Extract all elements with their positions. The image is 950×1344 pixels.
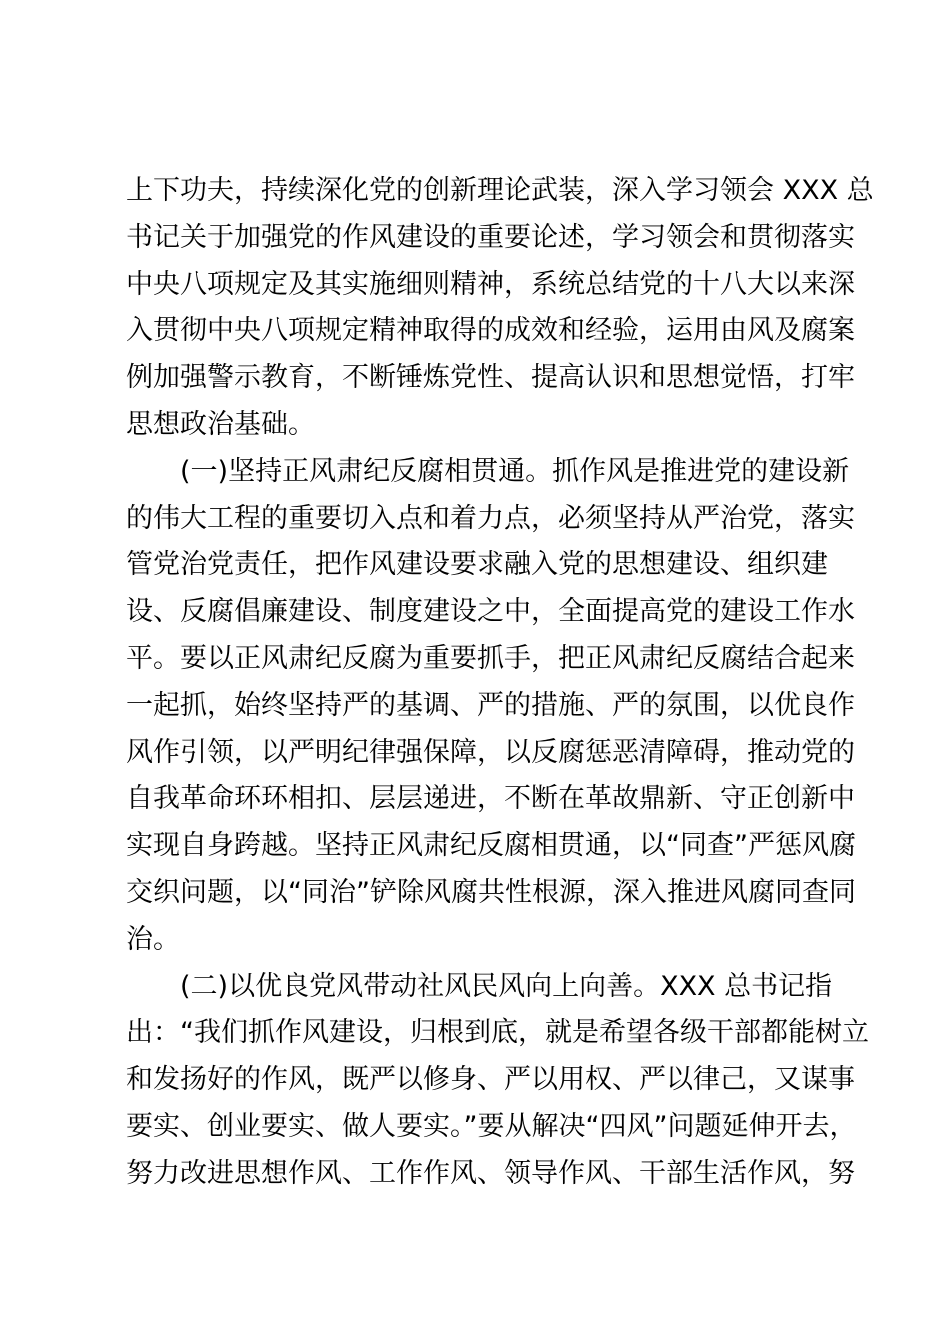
text-line: 中央八项规定及其实施细则精神，系统总结党的十八大以来深	[126, 268, 855, 300]
text-line: 交织问题，以“同治”铲除风腐共性根源，深入推进风腐同查同	[126, 876, 856, 908]
text-line: 实现自身跨越。坚持正风肃纪反腐相贯通，以“同查”严惩风腐	[126, 830, 856, 862]
section-heading-line: (二)以优良党风带动社风民风向上向善。XXX 总书记指	[126, 970, 833, 1002]
text-line: 自我革命环环相扣、层层递进，不断在革故鼎新、守正创新中	[126, 783, 855, 815]
text-line: 设、反腐倡廉建设、制度建设之中，全面提高党的建设工作水	[126, 596, 855, 628]
text-line: 平。要以正风肃纪反腐为重要抓手，把正风肃纪反腐结合起来	[126, 642, 855, 674]
text-line: 和发扬好的作风，既严以修身、严以用权、严以律己，又谋事	[126, 1064, 855, 1096]
text-line: 例加强警示教育，不断锤炼党性、提高认识和思想觉悟，打牢	[126, 362, 855, 394]
text-line: 书记关于加强党的作风建设的重要论述，学习领会和贯彻落实	[126, 221, 855, 253]
section-heading-line: (一)坚持正风肃纪反腐相贯通。抓作风是推进党的建设新	[126, 455, 850, 487]
text-line: 思想政治基础。	[126, 408, 315, 440]
text-line: 一起抓，始终坚持严的基调、严的措施、严的氛围，以优良作	[126, 689, 855, 721]
text-line: 入贯彻中央八项规定精神取得的成效和经验，运用由风及腐案	[126, 315, 855, 347]
text-line: 治。	[126, 923, 180, 955]
text-line: 管党治党责任，把作风建设要求融入党的思想建设、组织建	[126, 549, 828, 581]
text-line: 努力改进思想作风、工作作风、领导作风、干部生活作风，努	[126, 1157, 855, 1189]
text-line: 要实、创业要实、做人要实。”要从解决“四风”问题延伸开去，	[126, 1110, 857, 1142]
text-line: 出：“我们抓作风建设，归根到底，就是希望各级干部都能树立	[126, 1017, 869, 1049]
document-body	[126, 168, 874, 1198]
text-line: 的伟大工程的重要切入点和着力点，必须坚持从严治党，落实	[126, 502, 855, 534]
text-line: 风作引领，以严明纪律强保障，以反腐惩恶清障碍，推动党的	[126, 736, 855, 768]
text-line: 上下功夫，持续深化党的创新理论武装，深入学习领会 XXX 总	[126, 175, 874, 206]
